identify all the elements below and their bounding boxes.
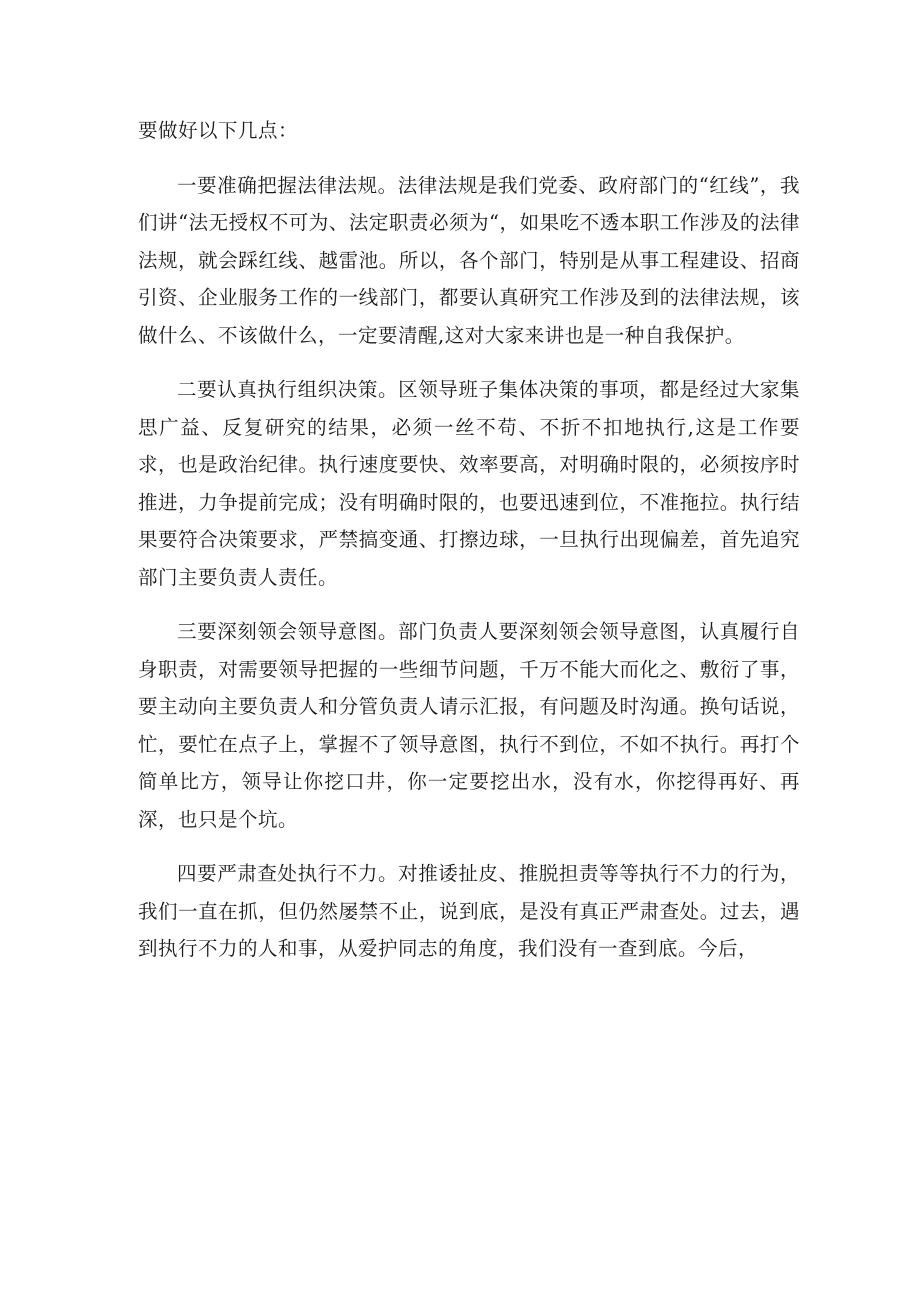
paragraph-1: 一要准确把握法律法规。法律法规是我们党委、政府部门的“红线”，我们讲“法无授权不可为、法定职责必须为“，如果吃不透本职工作涉及的法律法规，就会踩红线、越雷池。所以，各个部门，特别是从事工程建设、招商引资、企业服务工作的一线部门，都要认真研究工作涉及到的法律法规，该做什么、不该做什么，一定要清醒,这对大家来讲也是一种自我保护。 [138, 173, 800, 347]
lead-line: 要做好以下几点： [138, 119, 299, 142]
paragraph-4: 四要严肃查处执行不力。对推诿扯皮、推脱担责等等执行不力的行为，我们一直在抓，但仍然屡禁不止，说到底，是没有真正严肃查处。过去，遇到执行不力的人和事，从爱护同志的角度，我们没有一查到底。今后， [138, 862, 800, 960]
document-body [138, 112, 800, 985]
paragraph-2: 二要认真执行组织决策。区领导班子集体决策的事项，都是经过大家集思广益、反复研究的结果，必须一丝不苟、不折不扣地执行,这是工作要求，也是政治纪律。执行速度要快、效率要高，对明确时限的，必须按序时推进，力争提前完成；没有明确时限的，也要迅速到位，不准拖拉。执行结果要符合决策要求，严禁搞变通、打擦边球，一旦执行出现偏差，首先追究部门主要负责人责任。 [138, 378, 800, 589]
paragraph-3: 三要深刻领会领导意图。部门负责人要深刻领会领导意图，认真履行自身职责，对需要领导把握的一些细节问题，千万不能大而化之、敷衍了事，要主动向主要负责人和分管负责人请示汇报，有问题及时沟通。换句话说，忙，要忙在点子上，掌握不了领导意图，执行不到位，不如不执行。再打个简单比方，领导让你挖口井，你一定要挖出水，没有水，你挖得再好、再深，也只是个坑。 [138, 620, 800, 831]
